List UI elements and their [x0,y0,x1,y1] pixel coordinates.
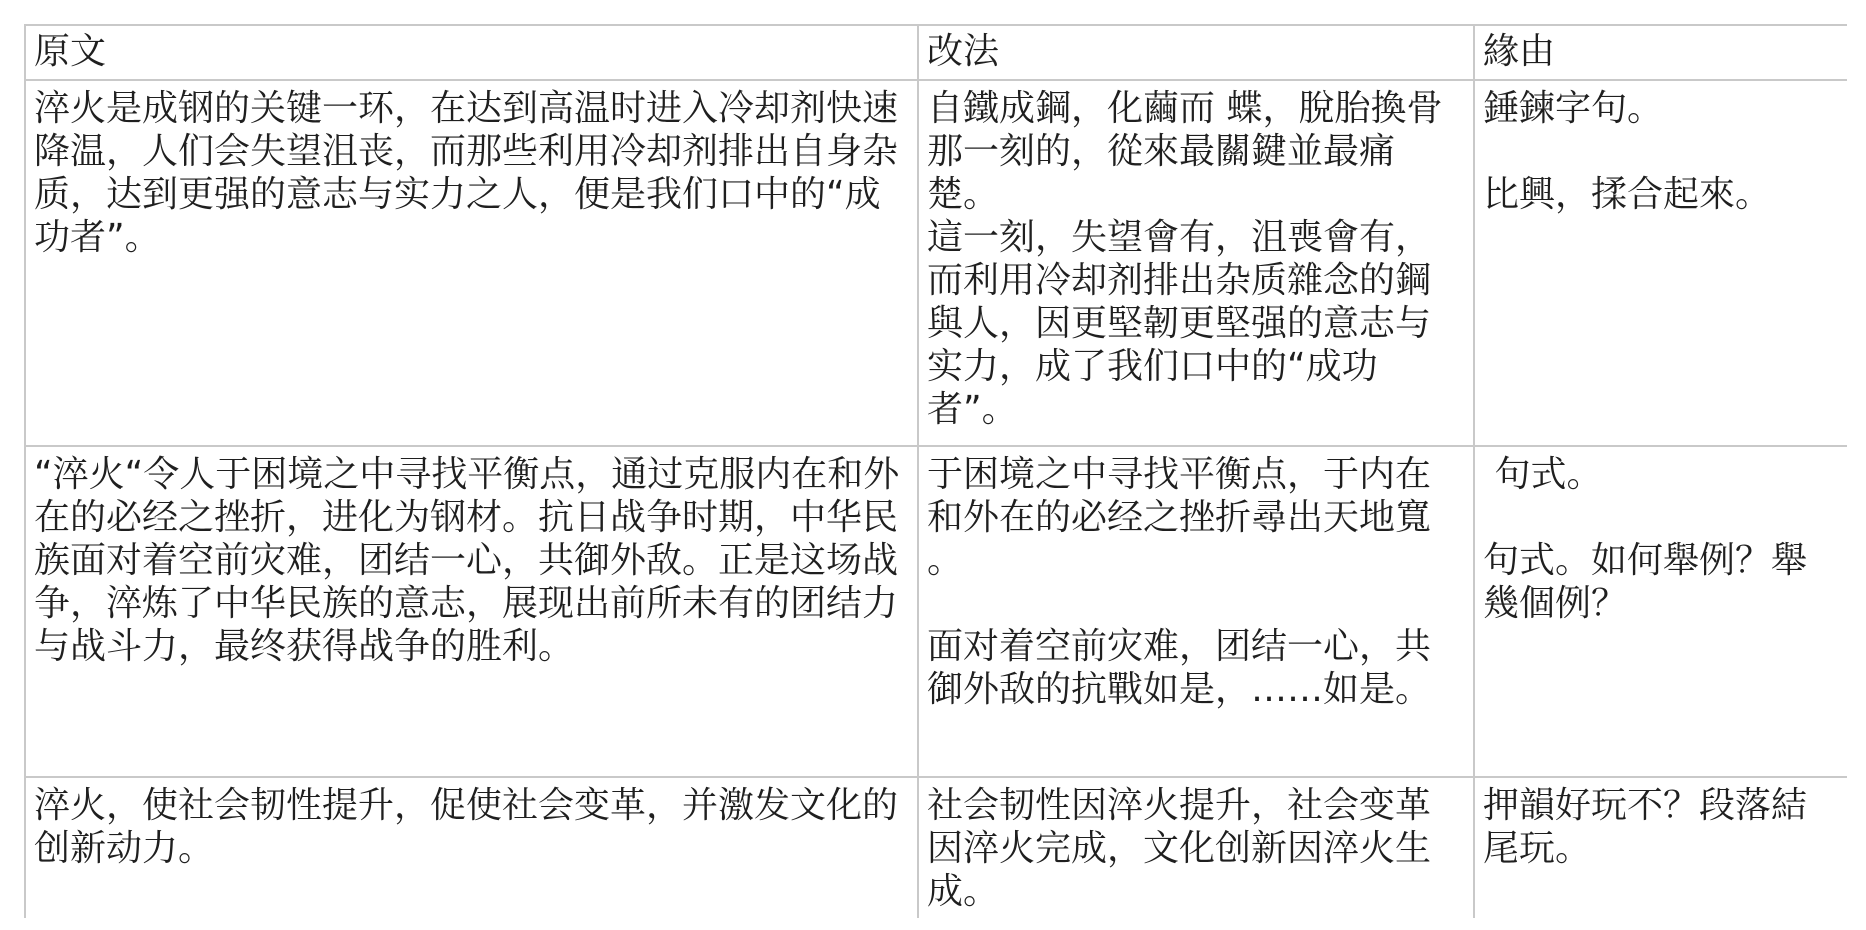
header-revision: 改法 [918,25,1474,80]
comparison-table [24,24,1847,918]
header-original: 原文 [25,25,918,80]
table-row [25,80,1847,446]
cell-revision: 于困境之中寻找平衡点，于内在和外在的必经之挫折尋出天地寬 。 面对着空前灾难，团结一心，共御外敌的抗戰如是，……如是。 [918,446,1474,777]
cell-original: “淬火“令人于困境之中寻找平衡点，通过克服内在和外在的必经之挫折，进化为钢材。抗日战争时期，中华民族面对着空前灾难，团结一心，共御外敌。正是这场战争，淬炼了中华民族的意志，展现出前所未有的团结力与战斗力，最终获得战争的胜利。 [25,446,918,777]
table-row [25,777,1847,918]
cell-original: 淬火，使社会韧性提升，促使社会变革，并激发文化的创新动力。 [25,777,918,918]
cell-revision: 自鐵成鋼，化繭而 蝶，脫胎換骨那一刻的，從來最關鍵並最痛楚。 這一刻，失望會有，沮喪會有，而利用冷却剂排出杂质雜念的鋼與人，因更堅韌更堅强的意志与实力，成了我们口中的“成功者”。 [918,80,1474,446]
table-header-row [25,25,1847,80]
cell-original: 淬火是成钢的关键一环，在达到高温时进入冷却剂快速降温，人们会失望沮丧，而那些利用冷却剂排出自身杂质，达到更强的意志与实力之人，便是我们口中的“成功者”。 [25,80,918,446]
cell-revision: 社会韧性因淬火提升，社会变革因淬火完成，文化创新因淬火生成。 [918,777,1474,918]
comparison-table-container [24,24,1847,918]
header-reason: 緣由 [1474,25,1847,80]
cell-reason: 押韻好玩不？段落結尾玩。 [1474,777,1847,918]
cell-reason: 錘鍊字句。 比興，揉合起來。 [1474,80,1847,446]
table-row [25,446,1847,777]
cell-reason: 句式。 句式。如何舉例？舉幾個例？ [1474,446,1847,777]
